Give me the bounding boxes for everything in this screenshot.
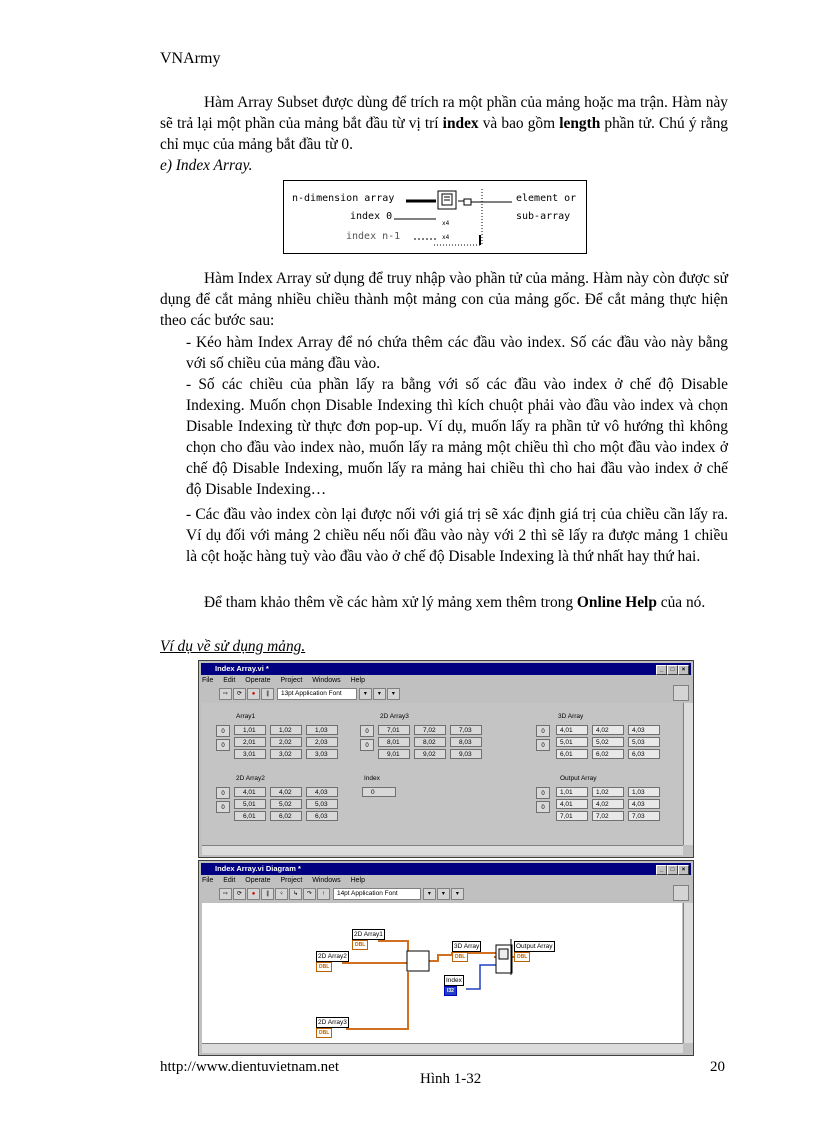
output-index2[interactable]: 0 — [536, 801, 550, 813]
close-button[interactable]: × — [678, 665, 689, 675]
run-continuous-icon[interactable]: ⟳ — [233, 888, 246, 900]
bd-titlebar: Index Array.vi Diagram * _ □ × — [201, 863, 691, 875]
array3d-cell[interactable]: 6,02 — [592, 749, 624, 759]
highlight-icon[interactable]: ♀ — [275, 888, 288, 900]
array2d2-cell[interactable]: 5,02 — [270, 799, 302, 809]
fig-input-index0: index 0 — [350, 211, 393, 222]
output-cell: 1,01 — [556, 787, 588, 797]
bd-menubar — [202, 877, 373, 887]
abort-icon[interactable]: ● — [247, 888, 260, 900]
array1-cell[interactable]: 1,01 — [234, 725, 266, 735]
svg-text:x4: x4 — [442, 220, 450, 227]
menu-edit[interactable]: Edit — [223, 677, 236, 684]
array2d2-label: 2D Array2 — [236, 775, 265, 782]
array1-label: Array1 — [236, 713, 256, 720]
menu-file[interactable]: File — [202, 677, 214, 684]
array2d2-cell[interactable]: 6,02 — [270, 811, 302, 821]
bd-toolbar — [219, 888, 465, 902]
array2d2-index[interactable]: 0 — [216, 787, 230, 799]
step-out-icon[interactable]: ↑ — [317, 888, 330, 900]
section-title: e) Index Array. — [160, 157, 253, 174]
menu-operate[interactable]: Operate — [245, 677, 271, 684]
bd-canvas — [202, 903, 682, 1043]
index-control[interactable]: 0 — [362, 787, 396, 797]
array2d2-cell[interactable]: 4,02 — [270, 787, 302, 797]
maximize-button[interactable]: □ — [667, 865, 678, 875]
array1-cell[interactable]: 3,02 — [270, 749, 302, 759]
fig-input-indexn: index n-1 — [346, 231, 401, 242]
array2d3-cell[interactable]: 9,03 — [450, 749, 482, 759]
fp-toolbar — [219, 688, 401, 702]
output-cell: 1,03 — [628, 787, 660, 797]
fig-input-array: n-dimension array — [292, 193, 395, 204]
fp-vertical-scrollbar[interactable] — [683, 703, 693, 845]
minimize-button[interactable]: _ — [656, 865, 667, 875]
output-cell: 1,02 — [592, 787, 624, 797]
menu-edit[interactable]: Edit — [223, 877, 236, 884]
font-select[interactable]: 14pt Application Font — [333, 888, 421, 900]
array3d-index2[interactable]: 0 — [536, 739, 550, 751]
reorder-icon[interactable]: ▾ — [387, 688, 400, 700]
fig-output2: sub-array — [516, 211, 571, 222]
output-cell: 7,01 — [556, 811, 588, 821]
run-continuous-icon[interactable]: ⟳ — [233, 688, 246, 700]
array2d3-cell[interactable]: 8,01 — [378, 737, 410, 747]
step-over-icon[interactable]: ↷ — [303, 888, 316, 900]
menu-project[interactable]: Project — [280, 877, 303, 884]
example-title: Ví dụ về sử dụng mảng. — [160, 638, 306, 655]
array2d3-cell[interactable]: 9,01 — [378, 749, 410, 759]
array1-cell[interactable]: 2,01 — [234, 737, 266, 747]
array2d3-index[interactable]: 0 — [360, 725, 374, 737]
maximize-button[interactable]: □ — [667, 665, 678, 675]
paragraph-index-array: Hàm Index Array sử dụng để truy nhập vào phần tử của mảng. Hàm này còn được sử dụng để cắt mảng nhiều chiều thành một mảng con của mảng gốc. Để cắt mảng thực hiện theo các bước sau: — [160, 270, 728, 329]
output-cell: 4,03 — [628, 799, 660, 809]
array3d-cell[interactable]: 5,02 — [592, 737, 624, 747]
array3d-cell[interactable]: 4,02 — [592, 725, 624, 735]
array2d3-index2[interactable]: 0 — [360, 739, 374, 751]
array2d2-cell[interactable]: 5,01 — [234, 799, 266, 809]
vi-icon — [673, 885, 689, 901]
fp-horizontal-scrollbar[interactable] — [202, 845, 683, 855]
distribute-icon[interactable]: ▾ — [373, 688, 386, 700]
array2d2-cell[interactable]: 5,03 — [306, 799, 338, 809]
footer-url: http://www.dientuvietnam.net — [160, 1059, 339, 1075]
fp-canvas — [202, 703, 682, 845]
run-arrow-icon[interactable]: ⇨ — [219, 688, 232, 700]
abort-icon[interactable]: ● — [247, 688, 260, 700]
array2d3-cell[interactable]: 8,02 — [414, 737, 446, 747]
bd-terminal-array2[interactable]: 2D Array2 DBL — [318, 953, 347, 970]
bullet-2: - Số các chiều của phần lấy ra bằng với số các đầu vào index ở chế độ Disable Indexing. Muốn chọn Disable Indexing thì kích chuột phải vào đầu vào index và chọn Disable Indexing từ thực đơn pop-up. Ví dụ, muốn lấy ra phần tử vô hướng thì không chọn cho đầu vào index nào, muốn lấy ra mảng một chiều thì cho một đầu vào index ở chế độ Disable Indexing, muốn lấy ra mảng hai chiều thì cho hai đầu vào index ở chế độ Disable Indexing… — [186, 376, 728, 498]
array2d3-cell[interactable]: 9,02 — [414, 749, 446, 759]
step-into-icon[interactable]: ↳ — [289, 888, 302, 900]
array2d2-index2[interactable]: 0 — [216, 801, 230, 813]
output-cell: 4,02 — [592, 799, 624, 809]
array3d-cell[interactable]: 5,01 — [556, 737, 588, 747]
output-cell: 4,01 — [556, 799, 588, 809]
fig-output1: element or — [516, 193, 577, 204]
paragraph-online-help: Để tham khảo thêm về các hàm xử lý mảng xem thêm trong Online Help của nó. — [204, 594, 706, 611]
pause-icon[interactable]: ∥ — [261, 888, 274, 900]
array2d3-label: 2D Array3 — [380, 713, 409, 720]
page-number: 20 — [710, 1059, 725, 1075]
page-header: VNArmy — [160, 50, 221, 67]
bd-vertical-scrollbar[interactable] — [683, 903, 693, 1043]
output-cell: 7,03 — [628, 811, 660, 821]
array1-index[interactable]: 0 — [216, 725, 230, 737]
menu-windows[interactable]: Windows — [312, 677, 341, 684]
array1-cell[interactable]: 3,01 — [234, 749, 266, 759]
intro-paragraph: Hàm Array Subset được dùng để trích ra một phần của mảng hoặc ma trận. Hàm này sẽ trả lại một phần của mảng bắt đầu từ vị trí index và bao gồm length phần tử. Chú ý rằng chỉ mục của mảng bắt đầu từ 0. — [160, 94, 728, 153]
array2d2-cell[interactable]: 4,01 — [234, 787, 266, 797]
index-array-figure — [283, 180, 587, 254]
font-select[interactable]: 13pt Application Font — [277, 688, 357, 700]
array1-cell[interactable]: 1,03 — [306, 725, 338, 735]
array1-cell[interactable]: 1,02 — [270, 725, 302, 735]
array3d-cell[interactable]: 4,01 — [556, 725, 588, 735]
array1-index2[interactable]: 0 — [216, 739, 230, 751]
bd-terminal-index[interactable]: Index I32 — [446, 977, 462, 994]
run-arrow-icon[interactable]: ⇨ — [219, 888, 232, 900]
svg-text:x4: x4 — [442, 234, 450, 241]
output-label: Output Array — [560, 775, 597, 782]
pause-icon[interactable]: ∥ — [261, 688, 274, 700]
array3d-cell[interactable]: 5,03 — [628, 737, 660, 747]
bd-wires — [202, 903, 682, 1043]
bullet-3: - Các đầu vào index còn lại được nối với giá trị sẽ xác định giá trị của chiều cần lấy ra. Ví dụ đối với mảng 2 chiều nếu nối đầu vào này với 2 thì sẽ lấy ra được mảng 1 chiều là cột hoặc hàng tuỳ vào đầu vào ở chế độ Disable Indexing là thứ nhất hay thứ hai. — [186, 506, 728, 565]
minimize-button[interactable]: _ — [656, 665, 667, 675]
menu-windows[interactable]: Windows — [312, 877, 341, 884]
array1-cell[interactable]: 3,03 — [306, 749, 338, 759]
fig-wires — [284, 181, 586, 253]
menu-help[interactable]: Help — [350, 677, 366, 684]
vi-icon — [673, 685, 689, 701]
front-panel-window — [198, 660, 694, 858]
reorder-icon[interactable]: ▾ — [451, 888, 464, 900]
array3d-cell[interactable]: 6,01 — [556, 749, 588, 759]
array2d2-cell[interactable]: 4,03 — [306, 787, 338, 797]
array2d2-cell[interactable]: 6,03 — [306, 811, 338, 821]
close-button[interactable]: × — [678, 865, 689, 875]
array2d3-cell[interactable]: 8,03 — [450, 737, 482, 747]
menu-file[interactable]: File — [202, 877, 214, 884]
menu-project[interactable]: Project — [280, 677, 303, 684]
bd-terminal-array3[interactable]: 2D Array3 DBL — [318, 1019, 347, 1036]
diagram-window — [198, 860, 694, 1056]
bd-terminal-array1[interactable]: 2D Array1 DBL — [354, 931, 383, 948]
bd-horizontal-scrollbar[interactable] — [202, 1043, 683, 1053]
output-index[interactable]: 0 — [536, 787, 550, 799]
menu-operate[interactable]: Operate — [245, 877, 271, 884]
array3d-cell[interactable]: 4,03 — [628, 725, 660, 735]
fp-menubar — [202, 677, 373, 687]
bd-terminal-3d[interactable]: 3D Array DBL — [454, 943, 480, 960]
align-icon[interactable]: ▾ — [423, 888, 436, 900]
distribute-icon[interactable]: ▾ — [437, 888, 450, 900]
figure-caption: Hình 1-32 — [420, 1071, 482, 1087]
array2d2-cell[interactable]: 6,01 — [234, 811, 266, 821]
array2d3-cell[interactable]: 7,01 — [378, 725, 410, 735]
array3d-label: 3D Array — [558, 713, 584, 720]
output-cell: 7,02 — [592, 811, 624, 821]
bd-terminal-output[interactable]: Output Array DBL — [516, 943, 553, 960]
array1-cell[interactable]: 2,03 — [306, 737, 338, 747]
array3d-cell[interactable]: 6,03 — [628, 749, 660, 759]
array3d-index[interactable]: 0 — [536, 725, 550, 737]
array2d3-cell[interactable]: 7,03 — [450, 725, 482, 735]
fp-titlebar: Index Array.vi * _ □ × — [201, 663, 691, 675]
array2d3-cell[interactable]: 7,02 — [414, 725, 446, 735]
index-label: Index — [364, 775, 380, 782]
align-icon[interactable]: ▾ — [359, 688, 372, 700]
array1-cell[interactable]: 2,02 — [270, 737, 302, 747]
bullet-1: - Kéo hàm Index Array để nó chứa thêm các đầu vào index. Số các đầu vào này bằng với số chiều của mảng đầu vào. — [186, 334, 728, 372]
menu-help[interactable]: Help — [350, 877, 366, 884]
